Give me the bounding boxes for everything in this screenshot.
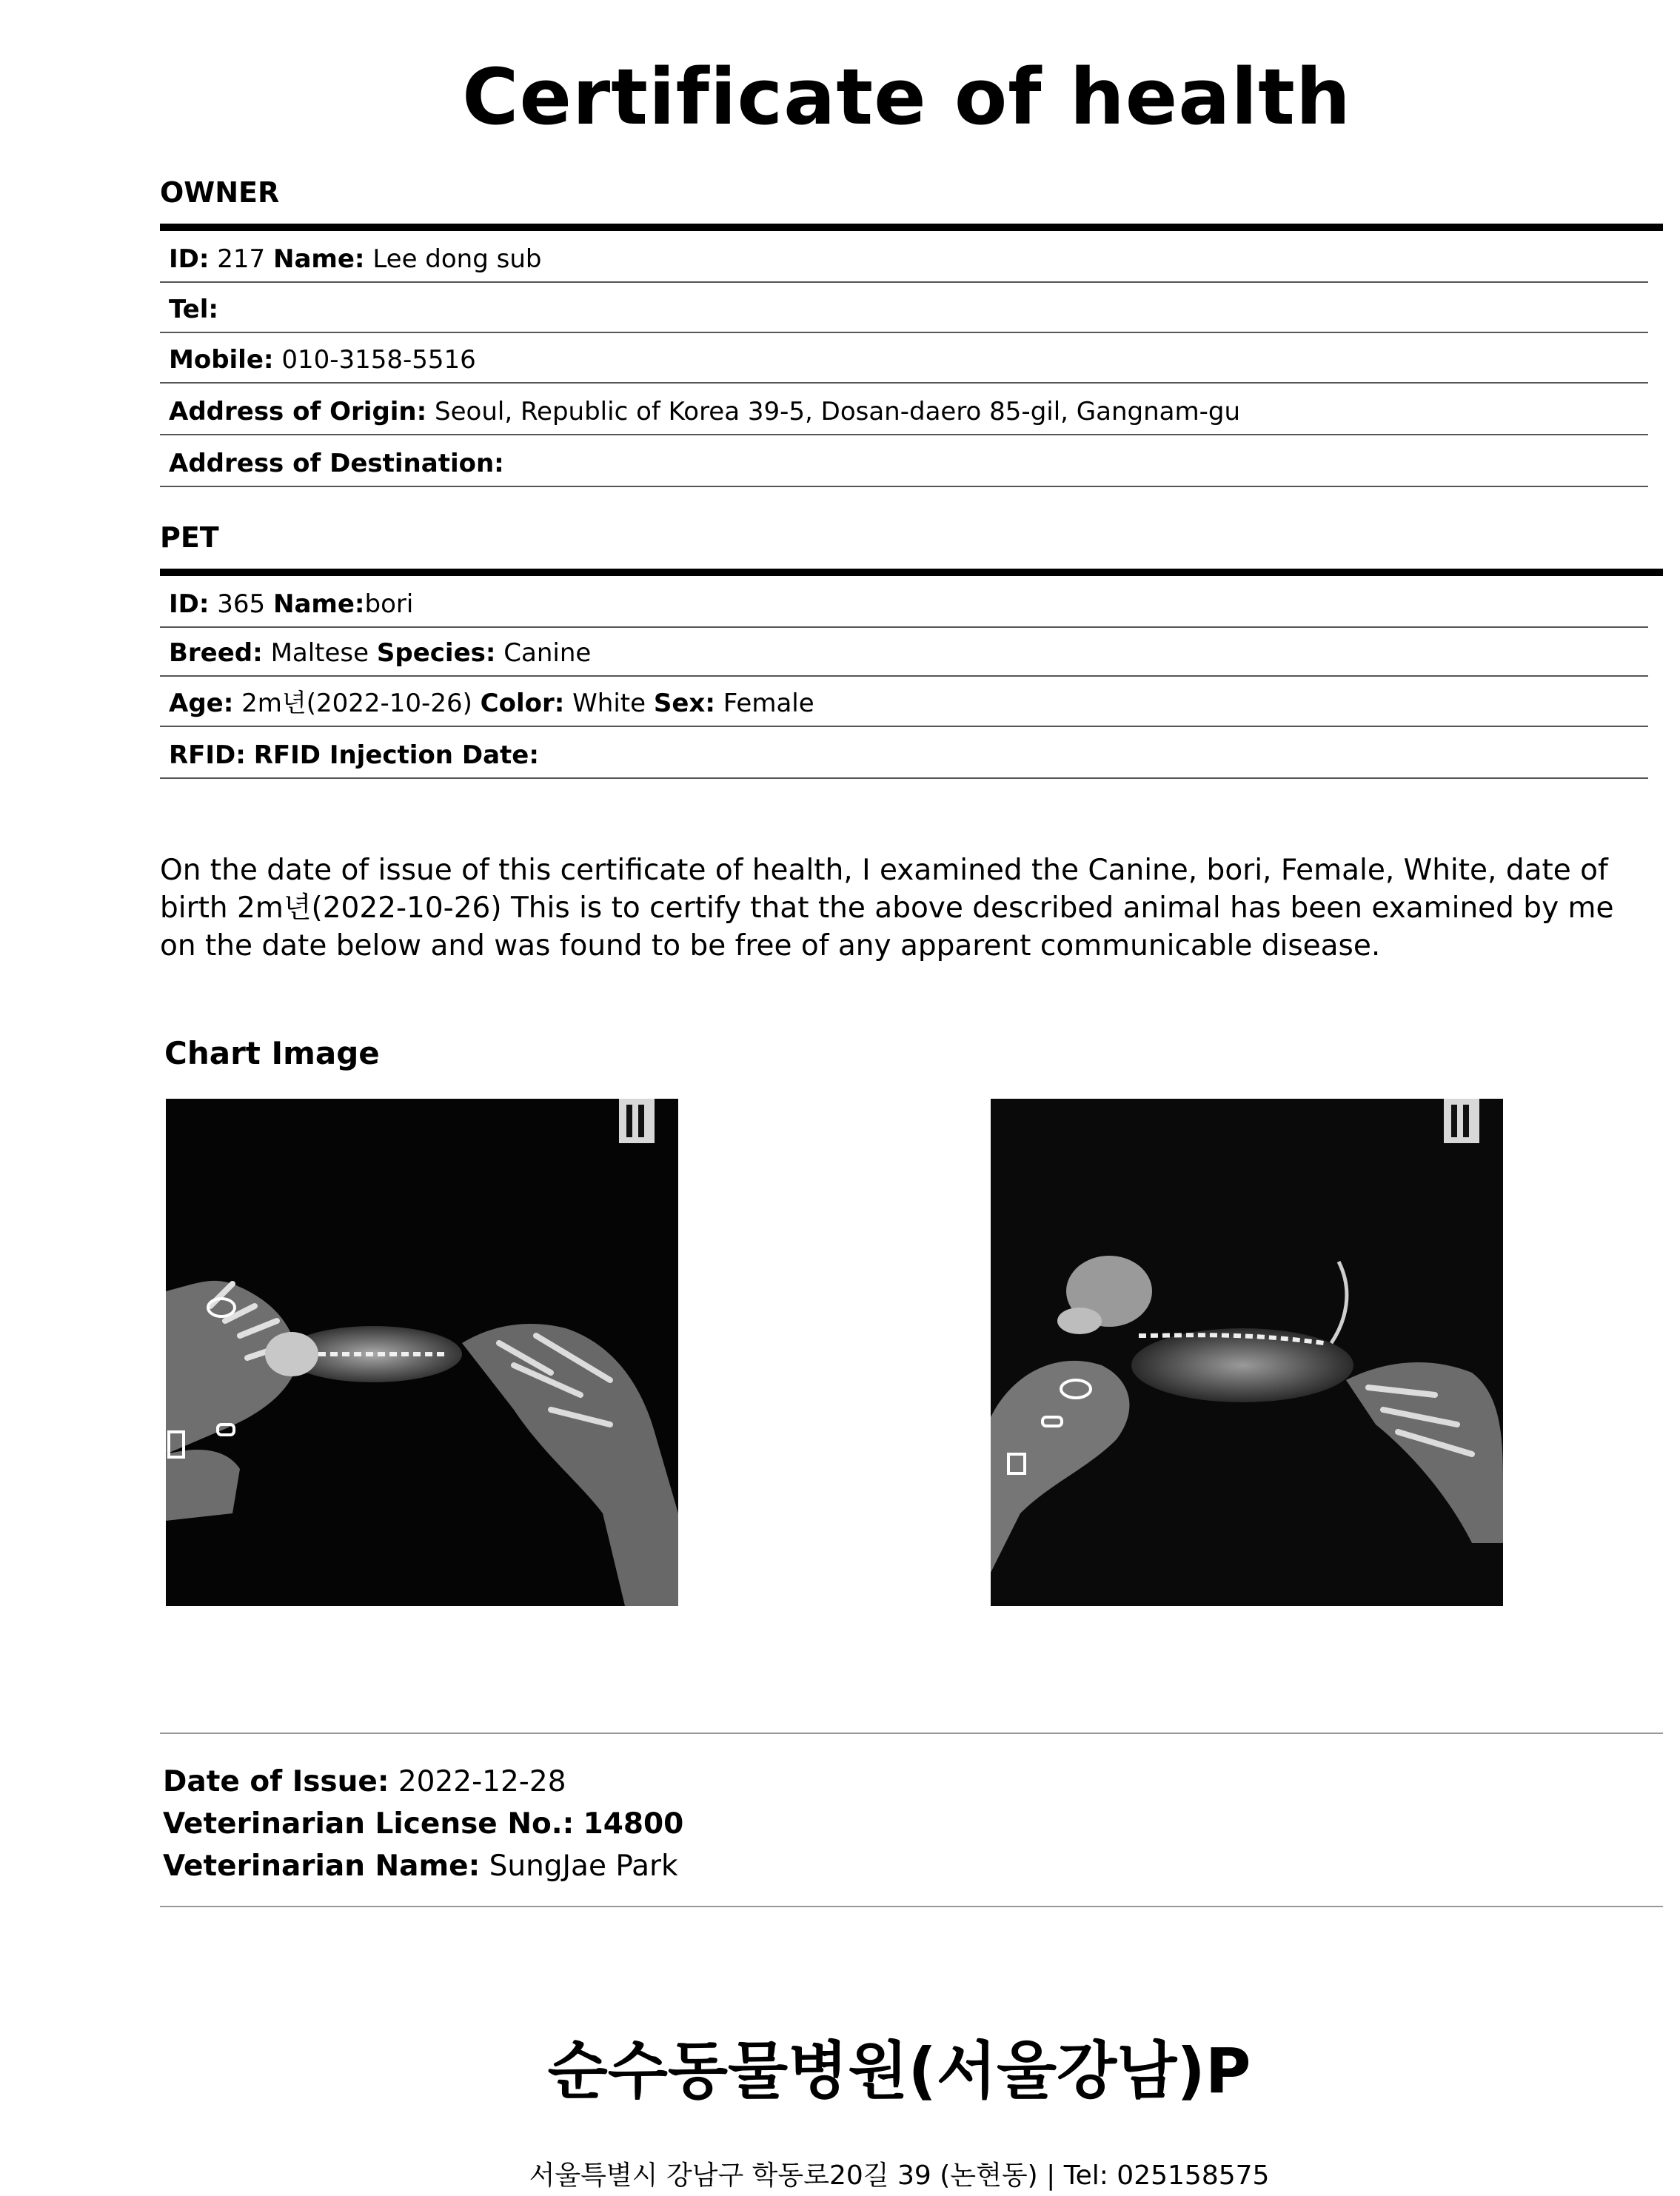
- pet-age-label: Age:: [169, 689, 234, 718]
- pet-rfid-row: [160, 732, 1648, 779]
- pet-sex-label: Sex:: [653, 689, 715, 718]
- owner-mobile: 010-3158-5516: [281, 345, 476, 375]
- pet-id: 365: [217, 589, 266, 619]
- pet-rfid-date-label: RFID Injection Date:: [253, 740, 539, 770]
- owner-destination-label: Address of Destination:: [169, 449, 504, 478]
- pet-breed-label: Breed:: [169, 638, 263, 668]
- owner-id-label: ID:: [169, 244, 210, 274]
- issue-date: 2022-12-28: [398, 1765, 566, 1798]
- certification-statement: On the date of issue of this certificate of health, I examined the Canine, bori, Female, White, date of birth 2m년(2022-10-26) This is to certify that the above described animal has been examined by me on the date below and was found to be free of any apparent communicable disease.: [160, 854, 1614, 963]
- owner-destination-row: [160, 440, 1648, 487]
- owner-mobile-row: [160, 336, 1648, 384]
- clinic-name: 순수동물병원(서울강남)P: [547, 2035, 1251, 2107]
- owner-mobile-label: Mobile:: [169, 345, 274, 375]
- pet-breed-row: [160, 629, 1648, 677]
- xray-image-lateral: [991, 1099, 1503, 1606]
- owner-divider: [160, 224, 1663, 231]
- vet-name-line: [163, 1845, 683, 1887]
- document-title: Certificate of health: [462, 52, 1351, 142]
- owner-tel-label: Tel:: [169, 295, 218, 324]
- owner-id: 217: [217, 244, 266, 274]
- pet-divider: [160, 569, 1663, 576]
- pet-id-row: [160, 580, 1648, 628]
- license-number: 14800: [583, 1807, 684, 1841]
- owner-name: Lee dong sub: [372, 244, 542, 274]
- owner-tel-row: [160, 286, 1648, 333]
- pet-species-label: Species:: [376, 638, 496, 668]
- owner-origin: Seoul, Republic of Korea 39-5, Dosan-daero 85-gil, Gangnam-gu: [435, 397, 1240, 426]
- owner-name-label: Name:: [273, 244, 365, 274]
- owner-origin-row: [160, 388, 1648, 435]
- owner-origin-label: Address of Origin:: [169, 397, 427, 426]
- pet-id-label: ID:: [169, 589, 210, 619]
- license-label: Veterinarian License No.:: [163, 1807, 575, 1841]
- issue-bottom-divider: [160, 1906, 1663, 1907]
- owner-heading: OWNER: [160, 176, 280, 209]
- pet-species: Canine: [503, 638, 592, 668]
- pet-breed: Maltese: [270, 638, 369, 668]
- clinic-address: 서울특별시 강남구 학동로20길 39 (논현동) | Tel: 025158575: [529, 2160, 1270, 2191]
- xray-image-ventrodorsal: [166, 1099, 678, 1606]
- pet-sex: Female: [723, 689, 814, 718]
- pet-name: bori: [364, 589, 414, 619]
- issue-top-divider: [160, 1733, 1663, 1734]
- pet-rfid-label: RFID:: [169, 740, 246, 770]
- pet-name-label: Name:: [273, 589, 365, 619]
- chart-image-heading: Chart Image: [164, 1035, 380, 1071]
- pet-color-label: Color:: [480, 689, 565, 718]
- pet-color: White: [572, 689, 646, 718]
- license-line: [163, 1803, 683, 1845]
- pet-heading: PET: [160, 521, 219, 554]
- owner-id-row: [160, 235, 1648, 283]
- vet-name: SungJae Park: [489, 1849, 678, 1883]
- issue-block: [163, 1761, 683, 1887]
- pet-age: 2m년(2022-10-26): [241, 689, 472, 718]
- issue-date-label: Date of Issue:: [163, 1765, 389, 1798]
- vet-name-label: Veterinarian Name:: [163, 1849, 481, 1883]
- pet-age-row: [160, 680, 1648, 727]
- issue-date-line: [163, 1761, 683, 1803]
